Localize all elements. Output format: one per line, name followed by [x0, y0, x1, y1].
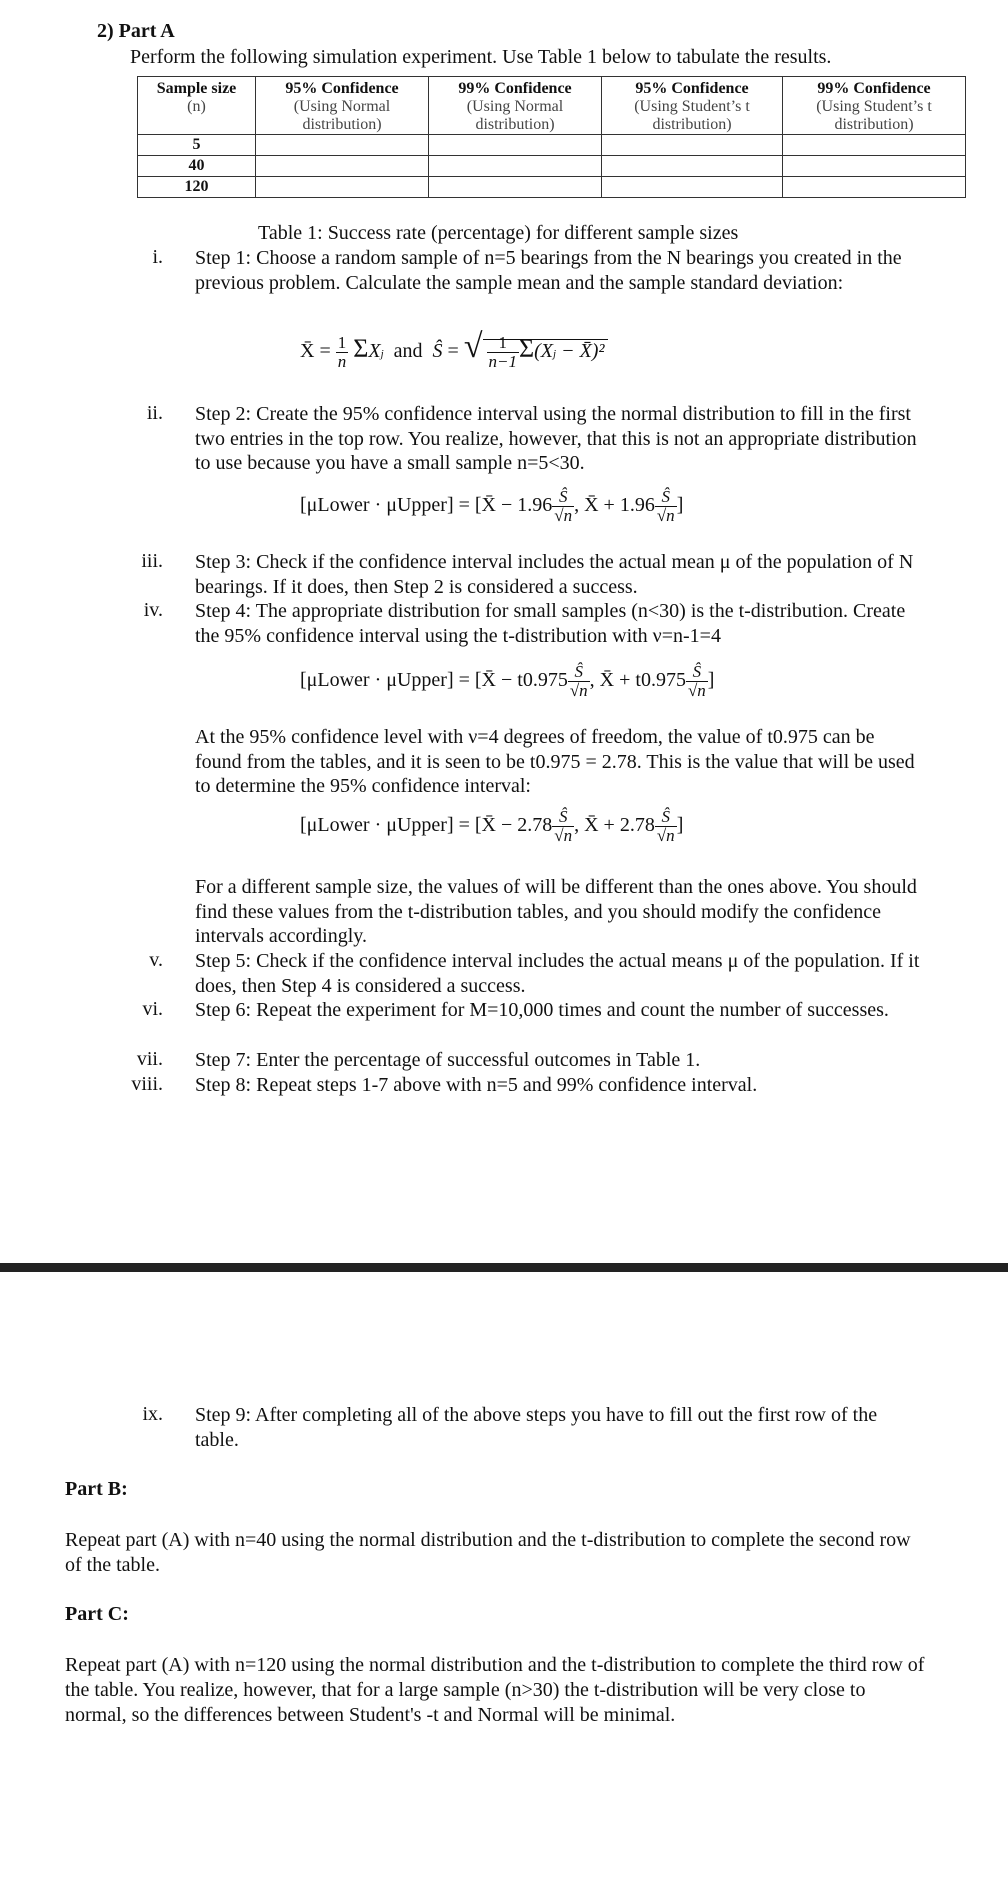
step-number: v.: [149, 949, 163, 971]
step-6-text: Step 6: Repeat the experiment for M=10,000 times and count the number of successes.: [195, 999, 889, 1021]
table-row: 5: [138, 135, 966, 156]
step-number: iv.: [143, 599, 163, 621]
equation-t-ci: [μLower · μUpper] = [X̄ − t0.975 $\frac{Ŝ}{√n}$ , X̄ + t0.975 $\frac{Ŝ}{√n}$ ]: [300, 662, 715, 700]
part-c-text: Repeat part (A) with n=120 using the normal distribution and the t-distribution to complete the third row of the table. You realize, however, that for a large sample (n>30) the t-distribution will be very close to normal, so the differences between Student's -t and Normal will be minimal.: [65, 1654, 925, 1726]
page-divider: [0, 1263, 1008, 1272]
step-number: i.: [152, 246, 163, 268]
step-4-detail: At the 95% confidence level with ν=4 degrees of freedom, the value of t0.975 can be found from the tables, and it is seen to be t0.975 = 2.78. This is the value that will be used to determine the 95% confidence interval:: [195, 726, 915, 797]
table-row: 120: [138, 177, 966, 198]
section-heading: 2) Part A: [97, 20, 175, 42]
part-b-title: Part B:: [65, 1478, 128, 1500]
step-number: iii.: [141, 550, 163, 572]
step-2-text: Step 2: Create the 95% confidence interval using the normal distribution to fill in the first two entries in the top row. You realize, however, that this is not an appropriate distribution to use because you have a small sample n=5<30.: [195, 403, 917, 474]
step-number: ii.: [146, 402, 163, 424]
step-number: viii.: [131, 1073, 163, 1095]
results-table: [137, 76, 966, 198]
step-1-text: Step 1: Choose a random sample of n=5 bearings from the N bearings you created in the previous problem. Calculate the sample mean and the sample standard deviation:: [195, 247, 902, 294]
part-b-text: Repeat part (A) with n=40 using the normal distribution and the t-distribution to complete the second row of the table.: [65, 1529, 911, 1576]
step-3-text: Step 3: Check if the confidence interval includes the actual mean μ of the population of N bearings. If it does, then Step 2 is considered a success.: [195, 551, 914, 598]
part-c-title: Part C:: [65, 1603, 129, 1625]
equation-mean-std: X̄ = $\frac{1}{n}$ ΣXj and Ŝ = √ $\frac{1}{n-1}$ Σ(Xj − X̄)²: [300, 328, 608, 371]
header-95-normal: 95% Confidence (Using Normal distribution): [256, 77, 429, 135]
table-header-row: [138, 77, 966, 135]
step-8-text: Step 8: Repeat steps 1-7 above with n=5 and 99% confidence interval.: [195, 1074, 758, 1096]
table-row: 40: [138, 156, 966, 177]
step-number: ix.: [142, 1403, 163, 1425]
header-sample-size: Sample size (n): [138, 77, 256, 135]
equation-t-ci-value: [μLower · μUpper] = [X̄ − 2.78 $\frac{Ŝ}{√n}$ , X̄ + 2.78 $\frac{Ŝ}{√n}$ ]: [300, 807, 684, 845]
equation-normal-ci: [μLower · μUpper] = [X̄ − 1.96 $\frac{Ŝ}{√n}$ , X̄ + 1.96 $\frac{Ŝ}{√n}$ ]: [300, 487, 684, 525]
step-number: vii.: [136, 1048, 163, 1070]
header-99-t: 99% Confidence (Using Student’s t distribution): [783, 77, 966, 135]
step-7-text: Step 7: Enter the percentage of successful outcomes in Table 1.: [195, 1049, 701, 1071]
step-9-text: Step 9: After completing all of the above steps you have to fill out the first row of the table.: [195, 1404, 878, 1451]
header-99-normal: 99% Confidence (Using Normal distribution): [429, 77, 602, 135]
step-4-note: For a different sample size, the values of will be different than the ones above. You should find these values from the t-distribution tables, and you should modify the confidence intervals accordingly.: [195, 876, 917, 947]
intro-text: Perform the following simulation experiment. Use Table 1 below to tabulate the results.: [130, 46, 832, 68]
step-number: vi.: [142, 998, 163, 1020]
header-95-t: 95% Confidence (Using Student’s t distribution): [602, 77, 783, 135]
table-caption: Table 1: Success rate (percentage) for different sample sizes: [258, 222, 739, 244]
step-4-text: Step 4: The appropriate distribution for small samples (n<30) is the t-distribution. Create the 95% confidence interval using the t-distribution with ν=n-1=4: [195, 600, 906, 647]
step-5-text: Step 5: Check if the confidence interval includes the actual means μ of the population. If it does, then Step 4 is considered a success.: [195, 950, 920, 997]
